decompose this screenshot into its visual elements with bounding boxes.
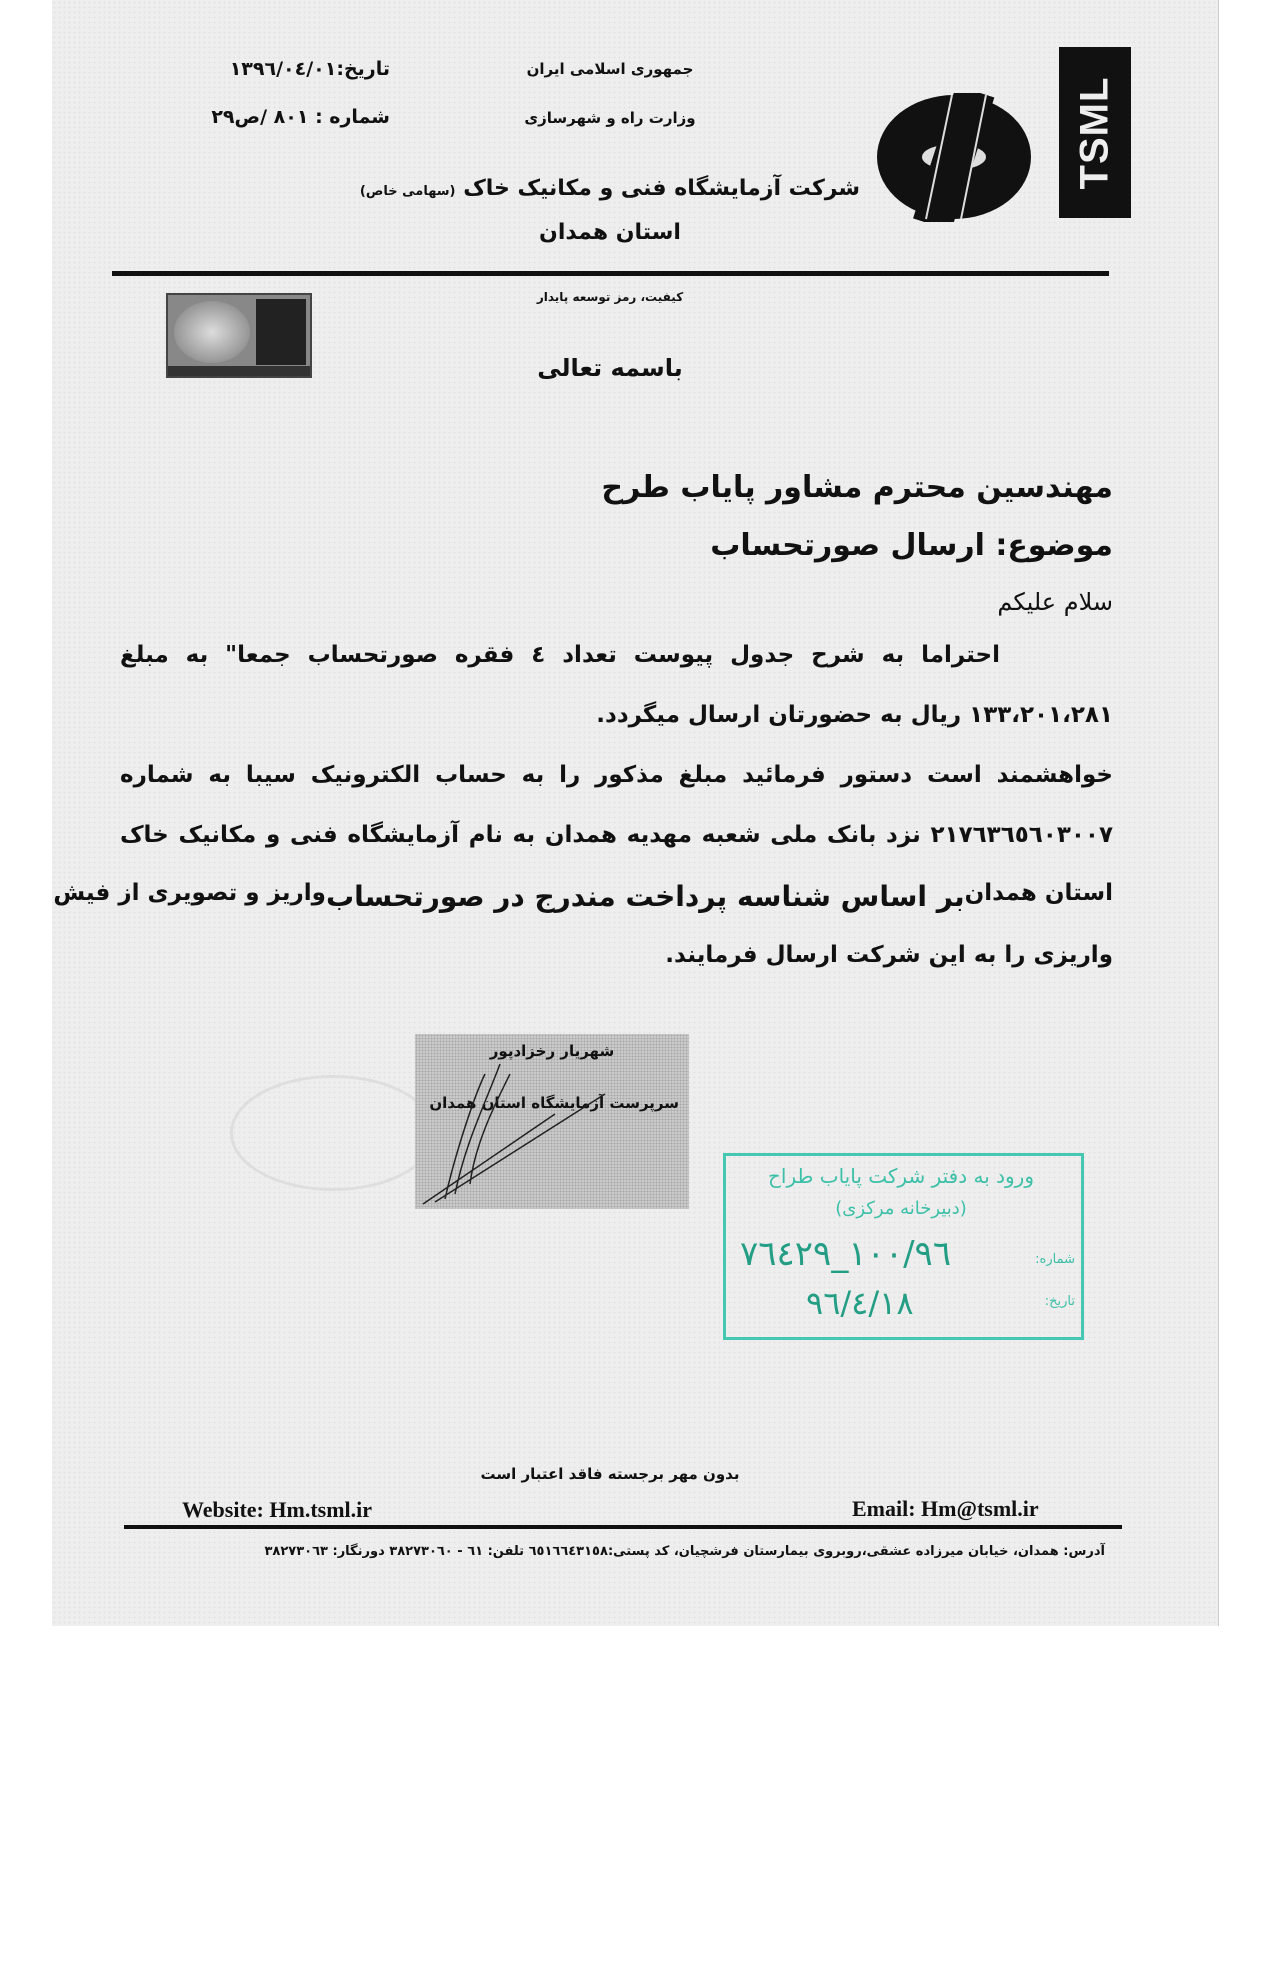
country-name: جمهوری اسلامی ایران bbox=[526, 60, 694, 78]
stamp-title: ورود به دفتر شرکت پایاب طراح bbox=[767, 1164, 1034, 1188]
footer-divider bbox=[124, 1525, 1122, 1529]
certification-badge-icon bbox=[166, 293, 312, 378]
emboss-notice: بدون مهر برجسته فاقد اعتبار است bbox=[480, 1465, 740, 1483]
paragraph-2-line: واریزی را به این شرکت ارسال فرمایند. bbox=[665, 942, 1113, 968]
receipt-stamp bbox=[723, 1153, 1084, 1340]
paragraph-2-line: ٢١٧٦٣٦٥٦٠٣٠٠٧ نزد بانک ملی شعبه مهدیه همدان به نام آزمایشگاه فنی و مکانیک خاک bbox=[120, 822, 1113, 848]
embossed-seal bbox=[230, 1075, 436, 1191]
letter-number bbox=[190, 106, 390, 128]
paragraph-2-line: خواهشمند است دستور فرمائید مبلغ مذکور را به حساب الکترونیک سیبا به شماره bbox=[120, 762, 1113, 788]
header-divider bbox=[112, 271, 1109, 276]
payment-id-emphasis: بر اساس شناسه پرداخت مندرج در صورتحساب bbox=[325, 880, 965, 913]
number-label: شماره : bbox=[315, 106, 390, 128]
signature-block bbox=[415, 1034, 689, 1209]
company-name-text: شرکت آزمایشگاه فنی و مکانیک خاک bbox=[463, 176, 861, 201]
stamp-subtitle: (دبیرخانه مرکزی) bbox=[835, 1198, 967, 1219]
stamp-number-value: ١٠٠/٩٦_٧٦٤٢٩ bbox=[740, 1234, 952, 1274]
letter-date bbox=[190, 58, 390, 80]
stamp-number-label: شماره: bbox=[1035, 1252, 1075, 1267]
addressee: مهندسین محترم مشاور پایاب طرح bbox=[601, 470, 1113, 505]
paragraph-2-line bbox=[53, 880, 1113, 913]
greeting: سلام علیکم bbox=[997, 588, 1113, 616]
province-name: استان همدان bbox=[539, 220, 681, 245]
address: آدرس: همدان، خیابان میرزاده عشقی،روبروی بیمارستان فرشچیان، کد پستی:٦٥١٦٦٤٣١٥٨ تلفن: ٦١ - ٣٨٢٧٣٠٦٠ دورنگار: ٣٨٢٧٣٠٦٣ bbox=[264, 1544, 1105, 1559]
logo-text: TSML bbox=[1072, 76, 1117, 189]
invocation: باسمه تعالی bbox=[537, 354, 683, 382]
signatory-name: شهریار رخزادپور bbox=[489, 1042, 615, 1060]
date-label: تاریخ: bbox=[336, 58, 390, 80]
handwritten-signature bbox=[415, 1034, 689, 1209]
website[interactable]: Website: Hm.tsml.ir bbox=[182, 1497, 373, 1522]
ministry-name: وزارت راه و شهرسازی bbox=[524, 109, 696, 127]
company-type: (سهامی خاص) bbox=[359, 184, 456, 199]
company-name bbox=[330, 176, 890, 201]
number-value: ٨٠١ /ص٢٩ bbox=[211, 106, 309, 128]
stamp-date-label: تاریخ: bbox=[1044, 1294, 1075, 1309]
email[interactable]: Email: Hm@tsml.ir bbox=[852, 1496, 1039, 1521]
date-value: ١٣٩٦/٠٤/٠١ bbox=[229, 58, 337, 80]
motto: کیفیت، رمز توسعه پایدار bbox=[536, 290, 684, 304]
stamp-date-value: ٩٦/٤/١٨ bbox=[806, 1284, 914, 1322]
subject: موضوع: ارسال صورتحساب bbox=[710, 528, 1113, 563]
text-segment: استان همدان bbox=[964, 880, 1113, 906]
text-segment: واریز و تصویری از فیش bbox=[53, 880, 326, 906]
company-logo-icon bbox=[876, 93, 1032, 222]
tsml-logo-box bbox=[1059, 47, 1131, 218]
paragraph-1-line: احتراما به شرح جدول پیوست تعداد ٤ فقره صورتحساب جمعا" به مبلغ bbox=[120, 642, 1000, 668]
signatory-title: سرپرست آزمایشگاه استان همدان bbox=[429, 1094, 679, 1112]
paragraph-1-line: ١٣٣،٢٠١،٢٨١ ریال به حضورتان ارسال میگردد. bbox=[596, 702, 1113, 728]
